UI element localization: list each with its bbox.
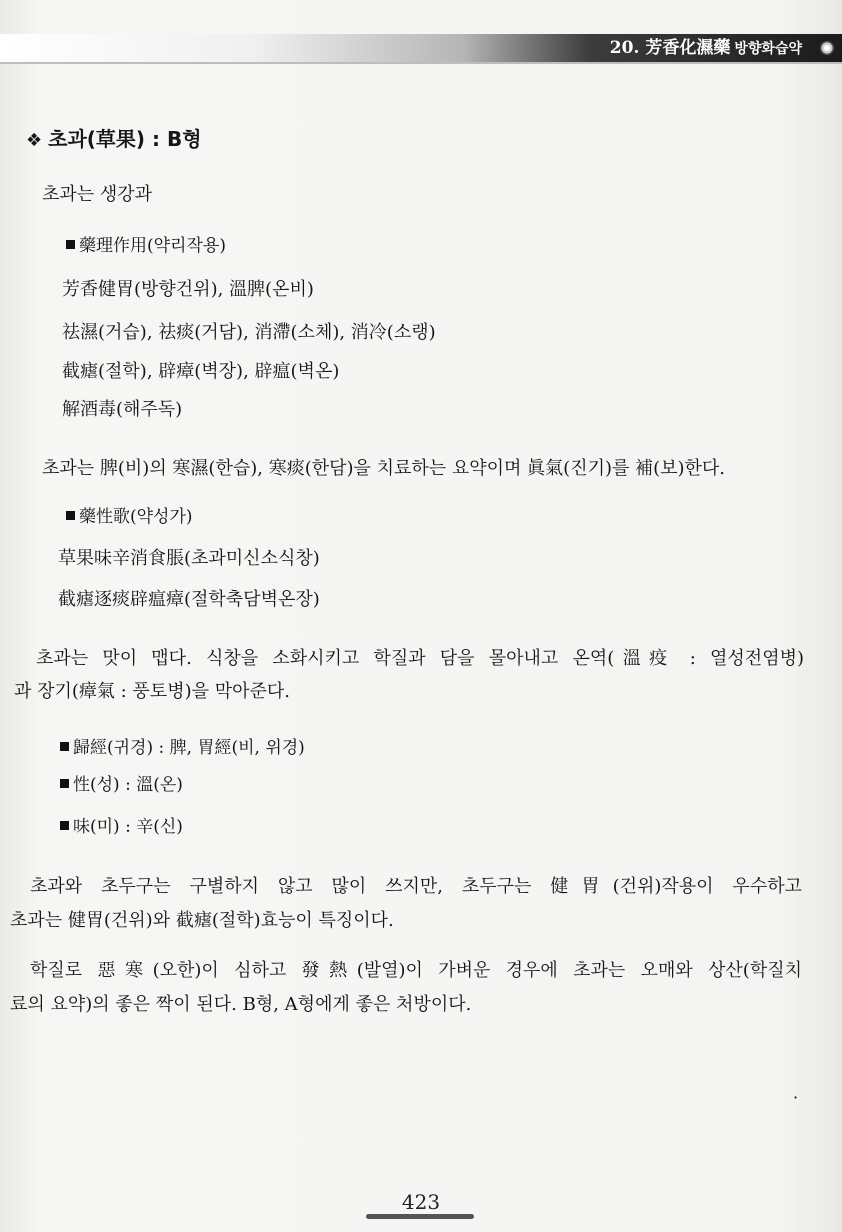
square-bullet-icon: [66, 240, 75, 249]
pharm-heading-text: 藥理作用(약리작용): [79, 236, 226, 256]
seong-text: 性(성) : 溫(온): [73, 775, 183, 795]
pharm-line: 祛濕(거습), 祛痰(거담), 消滯(소체), 消冷(소랭): [62, 322, 436, 343]
paragraph-2-line-2: 과 장기(瘴氣 : 풍토병)을 막아준다.: [14, 681, 290, 702]
guijing-text: 歸經(귀경) : 脾, 胃經(비, 위경): [73, 738, 305, 758]
entry-title: [26, 126, 202, 154]
mi-row: [60, 814, 183, 840]
stray-dot: ·: [793, 1088, 799, 1107]
square-bullet-icon: [66, 511, 75, 520]
paragraph-3-line-1: 초과와 초두구는 구별하지 않고 많이 쓰지만, 초두구는 健胃(건위)작용이 우수하고: [30, 876, 802, 897]
paragraph-4-line-2: 료의 요약)의 좋은 짝이 된다. B형, A형에게 좋은 처방이다.: [10, 994, 472, 1015]
page-number: 423: [401, 1190, 441, 1214]
diamond-bullet-icon: ❖: [26, 130, 43, 151]
paragraph-4-line-1: 학질로 惡寒(오한)이 심하고 發熱(발열)이 가벼운 경우에 초과는 오매와 상산(학질치: [30, 960, 802, 981]
paragraph-3-line-2: 초과는 健胃(건위)와 截瘧(절학)효능이 특징이다.: [10, 910, 394, 931]
pharm-line: 芳香健胃(방향건위), 溫脾(온비): [62, 279, 314, 300]
square-bullet-icon: [60, 742, 69, 751]
mi-text: 味(미) : 辛(신): [73, 817, 183, 837]
song-line: 草果味辛消食脹(초과미신소식창): [58, 548, 320, 569]
entry-title-text: 초과(草果) : B형: [48, 127, 202, 151]
song-heading: [66, 504, 193, 530]
bullet-circle-icon: [820, 41, 834, 55]
pharm-line: 截瘧(절학), 辟瘴(벽장), 辟瘟(벽온): [62, 361, 340, 382]
paragraph-2-line-1: 초과는 맛이 맵다. 식창을 소화시키고 학질과 담을 몰아내고 온역(溫疫 : 열성전염병): [36, 648, 804, 669]
intro-text: 초과는 생강과: [42, 184, 153, 205]
pharm-line: 解酒毒(해주독): [62, 399, 183, 420]
chapter-title: 芳香化濕藥: [645, 38, 731, 58]
page-number-underline: [366, 1214, 474, 1219]
chapter-subtitle: 방향화습약: [734, 41, 802, 57]
paragraph-1: 초과는 脾(비)의 寒濕(한습), 寒痰(한담)을 치료하는 요약이며 眞氣(진기)를 補(보)한다.: [42, 458, 726, 479]
pharm-heading: [66, 233, 226, 259]
chapter-number: 20.: [609, 38, 640, 58]
guijing-row: [60, 735, 305, 761]
chapter-header: [610, 36, 802, 60]
square-bullet-icon: [60, 779, 69, 788]
header-divider: [0, 62, 842, 64]
song-line: 截瘧逐痰辟瘟瘴(절학축담벽온장): [58, 589, 320, 610]
song-heading-text: 藥性歌(약성가): [79, 507, 193, 527]
square-bullet-icon: [60, 821, 69, 830]
seong-row: [60, 772, 183, 798]
